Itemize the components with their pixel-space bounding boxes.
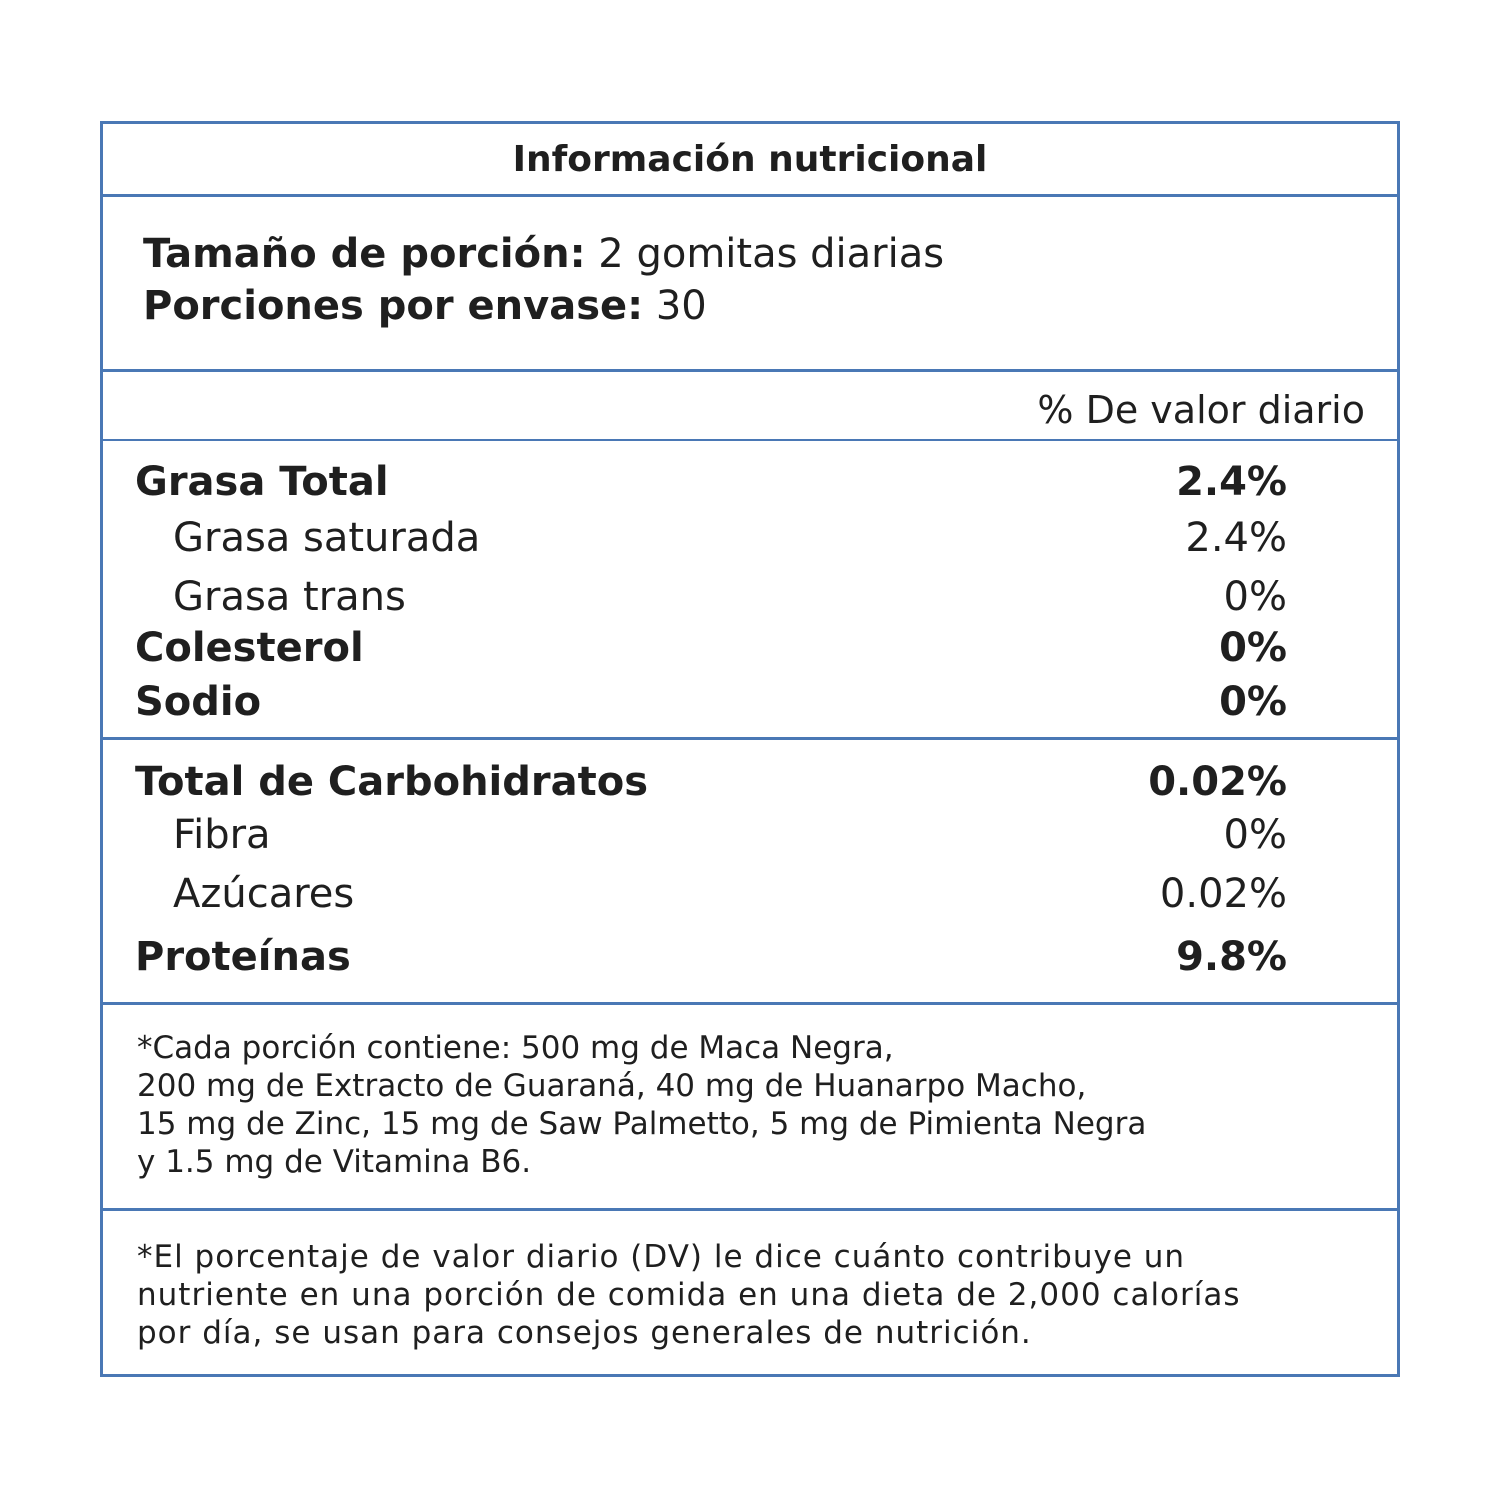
nutrient-name: Sodio [135,679,262,725]
nutrient-value: 0% [1219,625,1287,671]
nutrient-name: Proteínas [135,934,351,980]
nutrient-row [135,621,1287,675]
nutrient-value: 0.02% [1159,871,1287,917]
nutrient-value: 9.8% [1176,934,1287,980]
nutrient-row [135,675,1287,729]
nutrient-name: Total de Carbohidratos [135,759,649,805]
nutrient-name: Colesterol [135,625,364,671]
nutrient-row [135,511,1287,565]
nutrient-name: Azúcares [173,871,355,917]
note-line: 15 mg de Zinc, 15 mg de Saw Palmetto, 5 mg de Pimienta Negra [137,1106,1147,1142]
nutrient-row [135,455,1287,509]
nutrient-row [135,755,1287,809]
nutrient-row [135,930,1287,984]
nutrient-row [135,808,1287,862]
note-line: 200 mg de Extracto de Guaraná, 40 mg de Huanarpo Macho, [137,1068,1087,1104]
serving-size-value: 2 gomitas diarias [598,231,945,277]
nutrient-value: 0% [1223,812,1287,858]
divider [103,1208,1397,1211]
divider [103,737,1397,740]
note-line: *Cada porción contiene: 500 mg de Maca Negra, [137,1030,894,1066]
divider [103,194,1397,197]
serving-size-label: Tamaño de porción: [143,231,586,277]
servings-per-container-value: 30 [655,283,707,329]
servings-per-container-label: Porciones por envase: [143,283,644,329]
divider [103,1002,1397,1005]
serving-size-line [143,228,944,280]
daily-value-note [137,1238,1241,1352]
nutrient-value: 0.02% [1148,759,1287,805]
nutrient-name: Grasa saturada [173,515,481,561]
nutrient-row [135,867,1287,921]
nutrient-value: 2.4% [1185,515,1287,561]
daily-value-header: % De valor diario [1037,388,1365,432]
note-line: *El porcentaje de valor diario (DV) le dice cuánto contribuye un [137,1239,1186,1275]
nutrient-value: 2.4% [1176,459,1287,505]
divider [103,439,1397,441]
note-line: y 1.5 mg de Vitamina B6. [137,1144,532,1180]
note-line: por día, se usan para consejos generales de nutrición. [137,1315,1032,1351]
nutrition-facts-panel [100,121,1400,1377]
serving-info [143,228,944,332]
ingredients-note [137,1029,1146,1181]
note-line: nutriente en una porción de comida en una dieta de 2,000 calorías [137,1277,1241,1313]
panel-title: Información nutricional [512,138,988,180]
divider [103,369,1397,372]
nutrient-row [135,570,1287,624]
nutrient-name: Grasa Total [135,459,389,505]
nutrient-value: 0% [1223,574,1287,620]
servings-per-container-line [143,280,944,332]
nutrient-name: Fibra [173,812,271,858]
nutrient-name: Grasa trans [173,574,406,620]
nutrient-value: 0% [1219,679,1287,725]
